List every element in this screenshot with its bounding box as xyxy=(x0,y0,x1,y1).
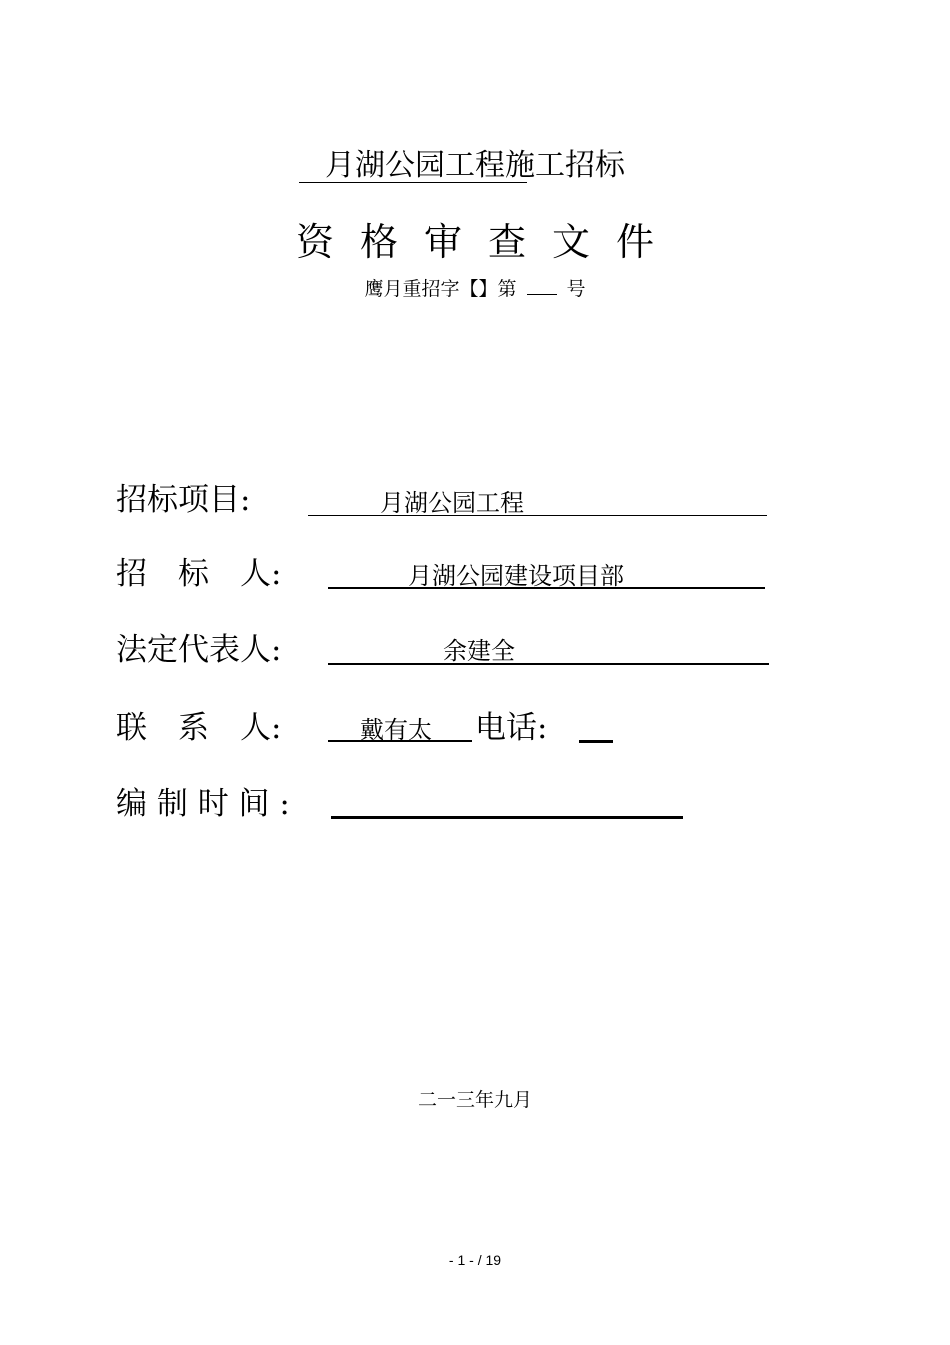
project-underline xyxy=(308,515,767,516)
tenderer-label: 招 标 人: xyxy=(116,556,282,592)
document-number-suffix: 号 xyxy=(566,278,586,300)
contact-label: 联 系 人: xyxy=(116,710,282,746)
tenderer-underline xyxy=(328,587,765,589)
project-value: 月湖公园工程 xyxy=(380,489,524,517)
document-number-prefix: 鹰月重招字【】第 xyxy=(364,278,517,300)
contact-underline xyxy=(328,740,472,742)
legal-rep-underline xyxy=(328,663,769,665)
document-number-blank xyxy=(527,276,557,295)
footer-date: 二一三年九月 xyxy=(417,1089,532,1111)
document-title: 月湖公园工程施工招标 xyxy=(325,148,625,183)
project-label: 招标项目: xyxy=(116,482,251,518)
page-number: - 1 - / 19 xyxy=(448,1252,502,1268)
phone-label: 电话: xyxy=(475,710,548,746)
contact-value: 戴有太 xyxy=(360,716,432,744)
date-underline xyxy=(331,816,683,819)
document-number xyxy=(0,276,950,302)
document-subtitle: 资格审查文件 xyxy=(295,220,680,264)
tenderer-value: 月湖公园建设项目部 xyxy=(408,562,624,590)
title-underline xyxy=(299,182,527,183)
phone-underline xyxy=(579,740,613,743)
legal-rep-value: 余建全 xyxy=(443,637,515,665)
legal-rep-label: 法定代表人: xyxy=(116,632,282,668)
date-label: 编 制 时 间 : xyxy=(116,786,290,822)
